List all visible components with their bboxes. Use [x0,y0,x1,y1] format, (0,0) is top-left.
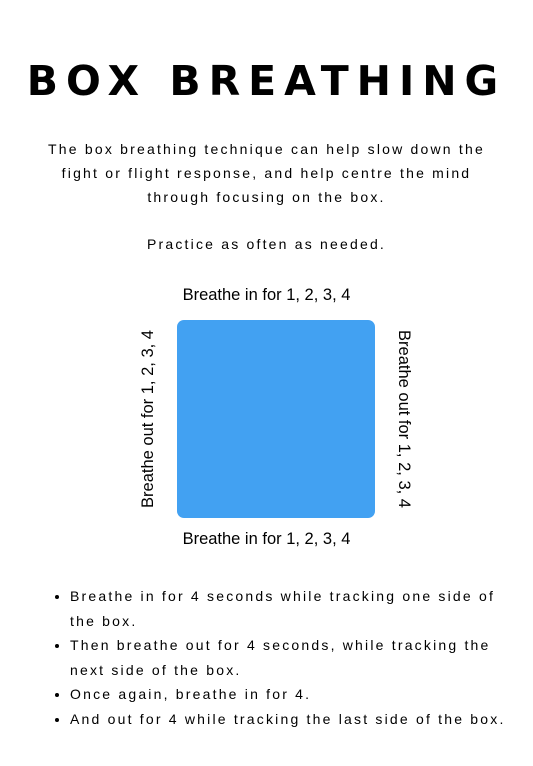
intro-text: The box breathing technique can help slow down the fight or flight response, and help centre the mind through focusing on the box. [48,141,485,205]
list-item: • Then breathe out for 4 seconds, while tracking the next side of the box. [70,633,525,682]
breathing-box [177,320,375,518]
practice-text: Practice as often as needed. [146,236,387,252]
list-item: • Once again, breathe in for 4. [70,682,525,707]
box-top-label: Breathe in for 1, 2, 3, 4 [182,286,351,304]
steps-list [50,584,525,731]
box-right-label: Breathe out for 1, 2, 3, 4 [395,330,413,508]
list-item: • Breathe in for 4 seconds while tracking one side of the box. [70,584,525,633]
box-bottom-label: Breathe in for 1, 2, 3, 4 [182,530,351,548]
box-left-label: Breathe out for 1, 2, 3, 4 [139,330,157,508]
page-title: BOX BREATHING [26,57,507,105]
list-item: • And out for 4 while tracking the last side of the box. [70,707,525,732]
